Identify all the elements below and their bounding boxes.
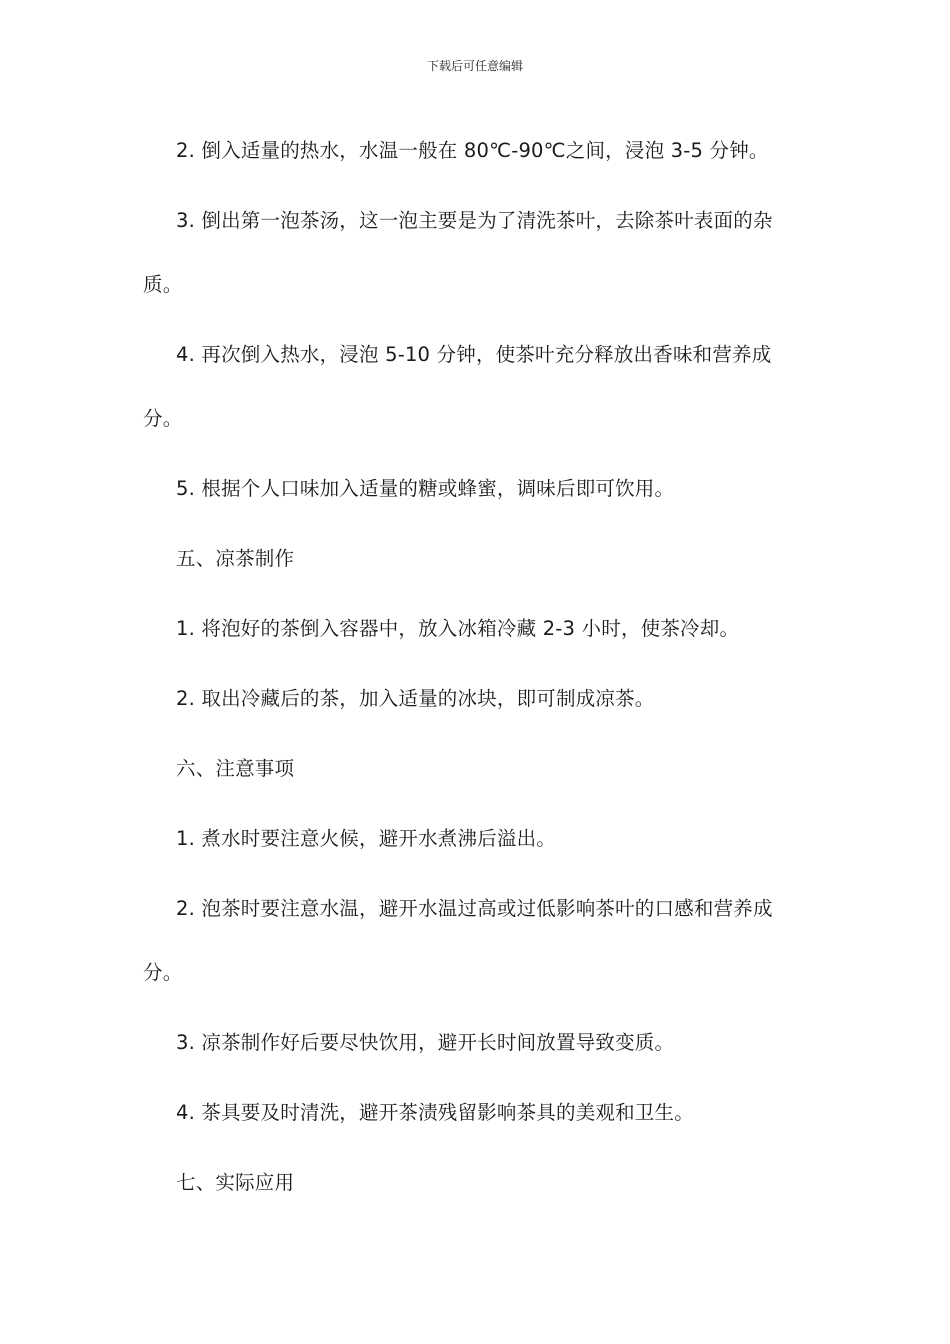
document-body [143,132,808,1234]
section-heading-6: 六、注意事项 [176,757,295,780]
section-heading-5: 五、凉茶制作 [176,547,295,570]
paragraph-step-3: 3. 倒出第一泡茶汤，这一泡主要是为了清洗茶叶，去除茶叶表面的杂质。 [143,209,773,296]
paragraph-step-5: 5. 根据个人口味加入适量的糖或蜂蜜，调味后即可饮用。 [176,477,675,500]
paragraph-note-1: 1. 煮水时要注意火候，避开水煮沸后溢出。 [176,827,557,850]
page-header: 下载后可任意编辑 [426,59,523,73]
section-heading-7: 七、实际应用 [176,1171,295,1194]
paragraph-step-2: 2. 倒入适量的热水，水温一般在 80℃-90℃之间，浸泡 3-5 分钟。 [176,139,769,162]
paragraph-note-2: 2. 泡茶时要注意水温，避开水温过高或过低影响茶叶的口感和营养成分。 [143,897,773,984]
paragraph-note-4: 4. 茶具要及时清洗，避开茶渍残留影响茶具的美观和卫生。 [176,1101,694,1124]
paragraph-note-3: 3. 凉茶制作好后要尽快饮用，避开长时间放置导致变质。 [176,1031,675,1054]
paragraph-step-4: 4. 再次倒入热水，浸泡 5-10 分钟，使茶叶充分释放出香味和营养成分。 [143,343,772,430]
paragraph-cold-tea-1: 1. 将泡好的茶倒入容器中，放入冰箱冷藏 2-3 小时，使茶冷却。 [176,617,740,640]
paragraph-cold-tea-2: 2. 取出冷藏后的茶，加入适量的冰块，即可制成凉茶。 [176,687,655,710]
